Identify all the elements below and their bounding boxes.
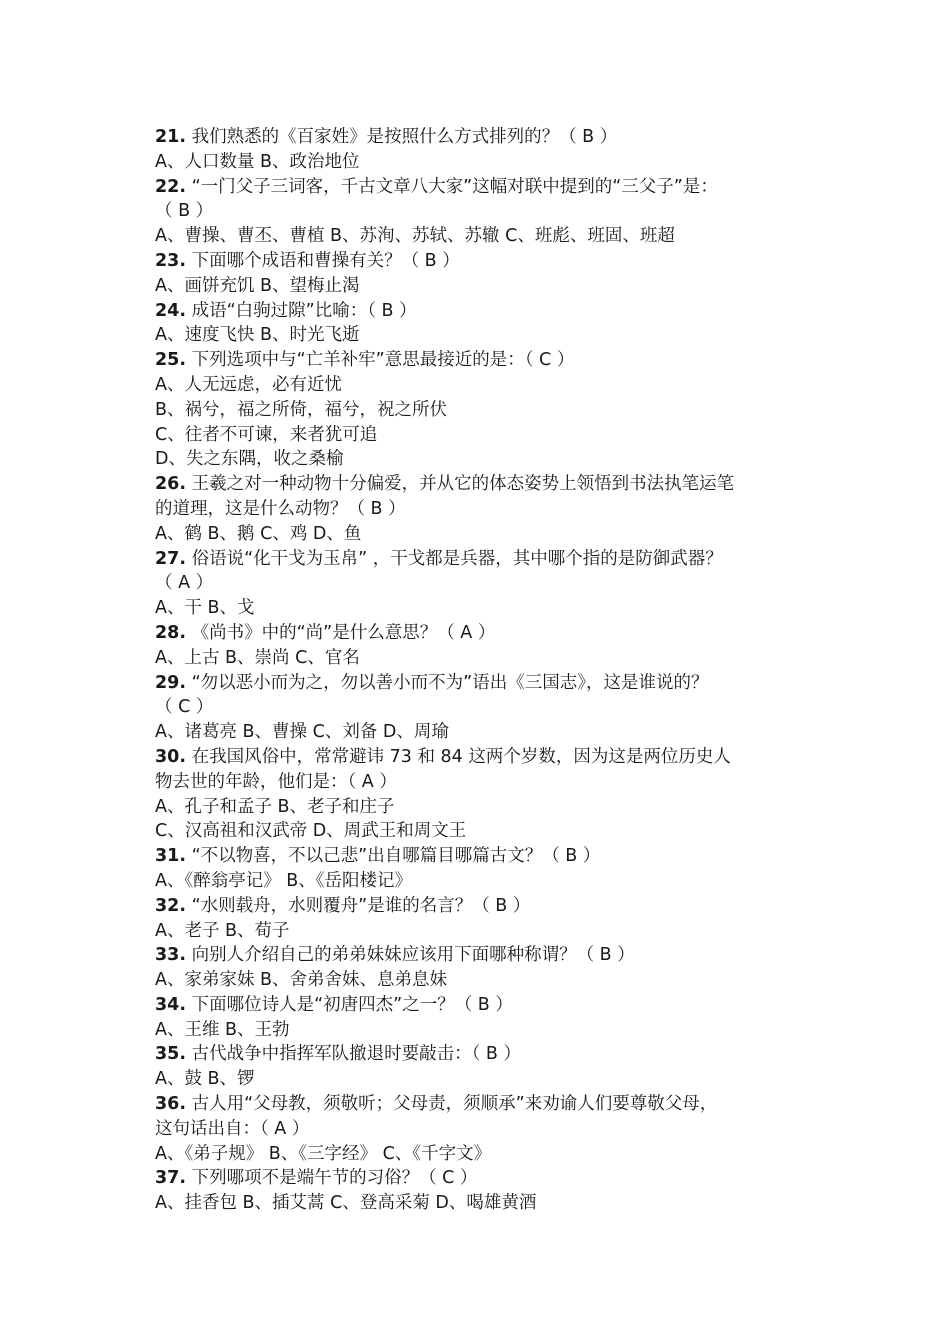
line-text: 俗语说“化干戈为玉帛” ，干戈都是兵器，其中哪个指的是防御武器？ bbox=[191, 548, 723, 569]
text-line bbox=[155, 199, 835, 224]
line-text: 古代战争中指挥军队撤退时要敲击：（ B ） bbox=[191, 1044, 521, 1065]
question-line bbox=[155, 745, 835, 770]
question-line bbox=[155, 844, 835, 869]
question-line bbox=[155, 299, 835, 324]
line-text: 这句话出自：（ A ） bbox=[155, 1118, 310, 1139]
question-line bbox=[155, 943, 835, 968]
question-number: 22. bbox=[155, 176, 187, 197]
text-line bbox=[155, 497, 835, 522]
line-text: C、汉高祖和汉武帝 D、周武王和周文王 bbox=[155, 821, 467, 842]
line-text: 下列哪项不是端午节的习俗？（ C ） bbox=[191, 1168, 478, 1189]
line-text: A、王维 B、王勃 bbox=[155, 1019, 290, 1040]
question-number: 30. bbox=[155, 746, 187, 767]
line-text: A、鼓 B、锣 bbox=[155, 1069, 255, 1090]
text-line bbox=[155, 695, 835, 720]
text-line bbox=[155, 1142, 835, 1167]
question-line bbox=[155, 547, 835, 572]
line-text: “勿以恶小而为之，勿以善小而不为”语出《三国志》，这是谁说的？ bbox=[191, 672, 709, 693]
line-text: （ B ） bbox=[155, 201, 214, 222]
line-text: 成语“白驹过隙”比喻：（ B ） bbox=[191, 300, 417, 321]
text-line bbox=[155, 720, 835, 745]
question-line bbox=[155, 1092, 835, 1117]
question-line bbox=[155, 348, 835, 373]
text-line bbox=[155, 224, 835, 249]
question-line bbox=[155, 621, 835, 646]
question-number: 23. bbox=[155, 250, 187, 271]
line-text: 《尚书》中的“尚”是什么意思？（ A ） bbox=[191, 622, 496, 643]
line-text: A、挂香包 B、插艾蒿 C、登高采菊 D、喝雄黄酒 bbox=[155, 1193, 537, 1214]
question-number: 24. bbox=[155, 300, 187, 321]
text-line bbox=[155, 522, 835, 547]
line-text: 在我国风俗中，常常避讳 73 和 84 这两个岁数，因为这是两位历史人 bbox=[191, 746, 731, 767]
text-line bbox=[155, 795, 835, 820]
quiz-text bbox=[155, 125, 835, 1216]
line-text: 下列选项中与“亡羊补牢”意思最接近的是：（ C ） bbox=[191, 350, 575, 371]
line-text: 古人用“父母教，须敬听；父母责，须顺承”来劝谕人们要尊敬父母， bbox=[191, 1094, 718, 1115]
line-text: A、人无远虑，必有近忧 bbox=[155, 374, 342, 395]
line-text: A、老子 B、荀子 bbox=[155, 920, 290, 941]
question-number: 32. bbox=[155, 895, 187, 916]
line-text: 下面哪个成语和曹操有关？（ B ） bbox=[191, 250, 460, 271]
text-line bbox=[155, 819, 835, 844]
text-line bbox=[155, 968, 835, 993]
line-text: 物去世的年龄，他们是：（ A ） bbox=[155, 771, 397, 792]
text-line bbox=[155, 770, 835, 795]
text-line bbox=[155, 398, 835, 423]
question-number: 35. bbox=[155, 1044, 187, 1065]
line-text: 下面哪位诗人是“初唐四杰”之一？（ B ） bbox=[191, 994, 513, 1015]
line-text: A、《弟子规》 B、《三字经》 C、《千字文》 bbox=[155, 1143, 492, 1164]
question-number: 28. bbox=[155, 622, 187, 643]
line-text: A、画饼充饥 B、望梅止渴 bbox=[155, 275, 360, 296]
line-text: D、失之东隅，收之桑榆 bbox=[155, 449, 344, 470]
text-line bbox=[155, 323, 835, 348]
text-line bbox=[155, 423, 835, 448]
line-text: 王羲之对一种动物十分偏爱，并从它的体态姿势上领悟到书法执笔运笔 bbox=[191, 474, 735, 495]
line-text: C、往者不可谏，来者犹可追 bbox=[155, 424, 378, 445]
line-text: “不以物喜，不以己悲”出自哪篇目哪篇古文？（ B ） bbox=[191, 846, 601, 867]
question-number: 36. bbox=[155, 1094, 187, 1115]
question-number: 27. bbox=[155, 548, 187, 569]
question-line bbox=[155, 249, 835, 274]
line-text: “一门父子三词客，千古文章八大家”这幅对联中提到的“三父子”是： bbox=[191, 176, 718, 197]
question-number: 37. bbox=[155, 1168, 187, 1189]
text-line bbox=[155, 150, 835, 175]
text-line bbox=[155, 373, 835, 398]
text-line bbox=[155, 1117, 835, 1142]
question-line bbox=[155, 1042, 835, 1067]
question-line bbox=[155, 175, 835, 200]
line-text: 向别人介绍自己的弟弟妹妹应该用下面哪种称谓？（ B ） bbox=[191, 945, 635, 966]
question-number: 25. bbox=[155, 350, 187, 371]
question-number: 21. bbox=[155, 127, 187, 147]
line-text: 我们熟悉的《百家姓》是按照什么方式排列的？（ B ） bbox=[191, 127, 618, 147]
line-text: A、上古 B、崇尚 C、官名 bbox=[155, 647, 360, 668]
question-number: 33. bbox=[155, 945, 187, 966]
text-line bbox=[155, 646, 835, 671]
line-text: （ A ） bbox=[155, 573, 214, 594]
line-text: A、鹤 B、鹅 C、鸡 D、鱼 bbox=[155, 523, 362, 544]
line-text: A、速度飞快 B、时光飞逝 bbox=[155, 325, 360, 346]
line-text: “水则载舟，水则覆舟”是谁的名言？（ B ） bbox=[191, 895, 531, 916]
text-line bbox=[155, 596, 835, 621]
question-line bbox=[155, 125, 835, 150]
question-line bbox=[155, 894, 835, 919]
line-text: A、家弟家妹 B、舍弟舍妹、息弟息妹 bbox=[155, 970, 448, 991]
line-text: A、人口数量 B、政治地位 bbox=[155, 151, 360, 172]
line-text: A、诸葛亮 B、曹操 C、刘备 D、周瑜 bbox=[155, 722, 449, 743]
question-number: 29. bbox=[155, 672, 187, 693]
text-line bbox=[155, 1191, 835, 1216]
line-text: A、《醉翁亭记》 B、《岳阳楼记》 bbox=[155, 870, 413, 891]
question-number: 34. bbox=[155, 994, 187, 1015]
text-line bbox=[155, 447, 835, 472]
question-number: 31. bbox=[155, 846, 187, 867]
line-text: A、孔子和孟子 B、老子和庄子 bbox=[155, 796, 395, 817]
line-text: 的道理，这是什么动物？（ B ） bbox=[155, 498, 406, 519]
text-line bbox=[155, 1018, 835, 1043]
text-line bbox=[155, 1067, 835, 1092]
question-line bbox=[155, 472, 835, 497]
question-line bbox=[155, 671, 835, 696]
text-line bbox=[155, 919, 835, 944]
line-text: B、祸兮，福之所倚，福兮，祝之所伏 bbox=[155, 399, 448, 420]
question-number: 26. bbox=[155, 474, 187, 495]
question-line bbox=[155, 1166, 835, 1191]
line-text: A、干 B、戈 bbox=[155, 598, 255, 619]
line-text: （ C ） bbox=[155, 697, 214, 718]
text-line bbox=[155, 274, 835, 299]
text-line bbox=[155, 869, 835, 894]
line-text: A、曹操、曹丕、曹植 B、苏洵、苏轼、苏辙 C、班彪、班固、班超 bbox=[155, 226, 675, 247]
question-line bbox=[155, 993, 835, 1018]
text-line bbox=[155, 571, 835, 596]
